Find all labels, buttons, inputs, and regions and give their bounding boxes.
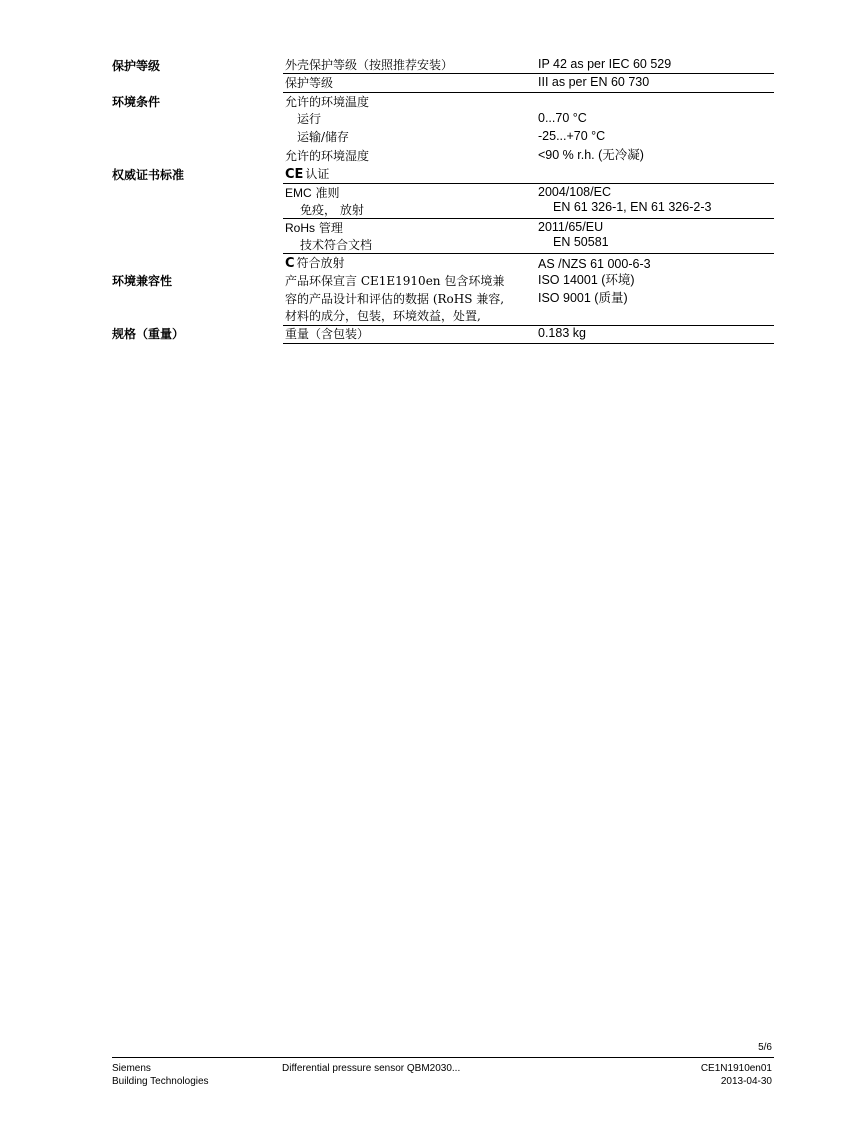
footer-company-line-1: Siemens	[112, 1063, 151, 1074]
immunity-label: 免疫， 放射	[300, 203, 364, 217]
transport-storage-label: 运输/储存	[297, 130, 350, 144]
rule	[283, 92, 774, 93]
weight-value: 0.183 kg	[538, 326, 586, 340]
footer-rule	[112, 1057, 774, 1058]
declaration-line-1: 产品环保宣言 CE1E1910en 包含环境兼	[285, 274, 505, 288]
ambient-temp-label: 允许的环境温度	[285, 95, 370, 109]
operation-value: 0...70 °C	[538, 111, 587, 125]
section-compatibility: 环境兼容性	[112, 274, 173, 288]
footer-company-line-2: Building Technologies	[112, 1076, 209, 1087]
declaration-line-2: 容的产品设计和评估的数据 (RoHS 兼容,	[285, 292, 505, 306]
emc-value: 2004/108/EC	[538, 185, 611, 199]
weight-label: 重量（含包装）	[285, 327, 370, 341]
protection-class-label: 保护等级	[285, 76, 334, 90]
rule	[283, 253, 774, 254]
housing-protection-label: 外壳保护等级（按照推荐安装）	[285, 58, 454, 72]
operation-label: 运行	[297, 112, 322, 126]
tech-doc-value: EN 50581	[553, 235, 609, 249]
protection-class-value: III as per EN 60 730	[538, 75, 650, 89]
c-tick-mark-icon: C	[285, 256, 295, 271]
ctick-value: AS /NZS 61 000-6-3	[538, 257, 651, 271]
humidity-value: <90 % r.h. (无冷凝)	[538, 148, 644, 162]
rule	[283, 343, 774, 344]
ce-mark-icon: CE	[285, 167, 304, 182]
footer-doc-id: CE1N1910en01	[700, 1063, 772, 1074]
iso-14001-value: ISO 14001 (环境)	[538, 273, 635, 287]
ce-label: 认证	[305, 167, 330, 181]
section-dimensions: 规格（重量）	[112, 327, 185, 341]
transport-storage-value: -25...+70 °C	[538, 129, 606, 143]
ce-conformity-row	[285, 166, 530, 183]
immunity-value: EN 61 326-1, EN 61 326-2-3	[553, 200, 712, 214]
footer-product: Differential pressure sensor QBM2030...	[282, 1063, 461, 1074]
ctick-label: 符合放射	[296, 256, 345, 270]
page-number: 5/6	[758, 1042, 772, 1053]
section-standards: 权威证书标准	[112, 168, 185, 182]
ctick-row	[285, 255, 530, 272]
declaration-line-3: 材料的成分，包装，环境效益，处置,	[285, 309, 481, 323]
iso-9001-value: ISO 9001 (质量)	[538, 291, 628, 305]
rohs-label: RoHs 管理	[285, 221, 343, 235]
section-protection: 保护等级	[112, 59, 161, 73]
tech-doc-label: 技术符合文档	[300, 238, 373, 252]
housing-protection-value: IP 42 as per IEC 60 529	[538, 57, 672, 71]
rohs-value: 2011/65/EU	[538, 220, 604, 234]
humidity-label: 允许的环境湿度	[285, 149, 370, 163]
section-environment: 环境条件	[112, 95, 161, 109]
footer-date: 2013-04-30	[720, 1076, 772, 1087]
emc-label: EMC 准则	[285, 186, 340, 200]
